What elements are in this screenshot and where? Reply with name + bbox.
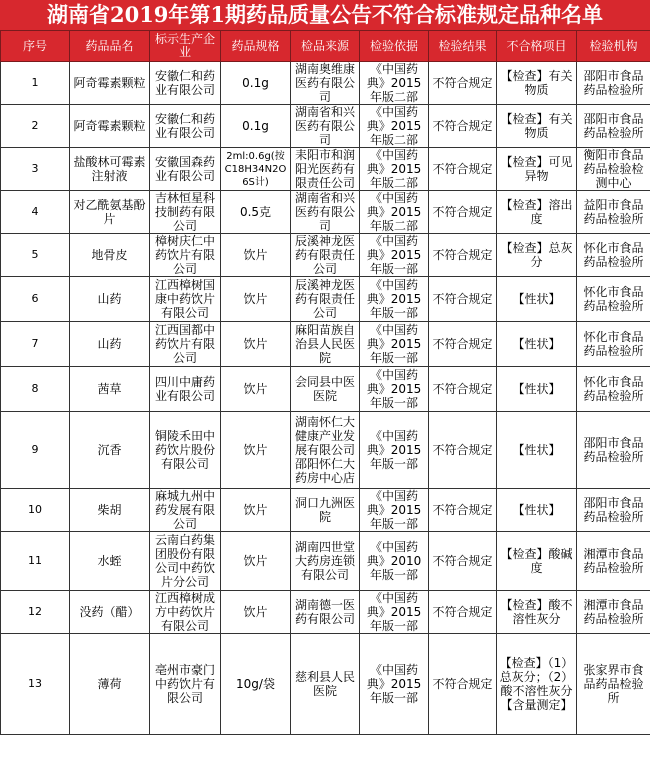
cell-sample-source: 麻阳苗族自治县人民医院 [291, 322, 360, 367]
cell-index: 12 [1, 591, 70, 634]
table-row [1, 191, 650, 234]
cell-test-basis: 《中国药典》2015年版一部 [360, 234, 429, 277]
cell-specification: 饮片 [221, 412, 291, 489]
table-row [1, 105, 650, 148]
cell-failed-items: 【检查】有关物质 [497, 105, 577, 148]
cell-test-result: 不符合规定 [429, 532, 497, 591]
cell-test-agency: 湘潭市食品药品检验所 [577, 532, 650, 591]
cell-sample-source: 湖南四世堂大药房连锁有限公司 [291, 532, 360, 591]
table-row [1, 412, 650, 489]
cell-test-result: 不符合规定 [429, 191, 497, 234]
cell-test-basis: 《中国药典》2015年版一部 [360, 277, 429, 322]
cell-test-result: 不符合规定 [429, 322, 497, 367]
cell-drug-name: 阿奇霉素颗粒 [70, 62, 150, 105]
cell-drug-name: 山药 [70, 277, 150, 322]
cell-index: 7 [1, 322, 70, 367]
cell-drug-name: 柴胡 [70, 489, 150, 532]
cell-drug-name: 薄荷 [70, 634, 150, 735]
table-row [1, 532, 650, 591]
cell-test-result: 不符合规定 [429, 234, 497, 277]
cell-sample-source: 湖南省和兴医药有限公司 [291, 191, 360, 234]
cell-test-basis: 《中国药典》2015年版一部 [360, 489, 429, 532]
cell-drug-name: 阿奇霉素颗粒 [70, 105, 150, 148]
cell-manufacturer: 亳州市豪门中药饮片有限公司 [150, 634, 221, 735]
cell-index: 6 [1, 277, 70, 322]
header-test-agency: 检验机构 [577, 31, 650, 62]
cell-test-result: 不符合规定 [429, 62, 497, 105]
cell-drug-name: 盐酸林可霉素注射液 [70, 148, 150, 191]
header-specification: 药品规格 [221, 31, 291, 62]
cell-index: 4 [1, 191, 70, 234]
table-row [1, 367, 650, 412]
cell-drug-name: 山药 [70, 322, 150, 367]
cell-failed-items: 【性状】 [497, 367, 577, 412]
cell-test-agency: 怀化市食品药品检验所 [577, 234, 650, 277]
cell-manufacturer: 江西樟树成方中药饮片有限公司 [150, 591, 221, 634]
table-row [1, 234, 650, 277]
cell-sample-source: 湖南省和兴医药有限公司 [291, 105, 360, 148]
cell-test-agency: 怀化市食品药品检验所 [577, 277, 650, 322]
cell-test-agency: 益阳市食品药品检验所 [577, 191, 650, 234]
cell-failed-items: 【检查】酸不溶性灰分 [497, 591, 577, 634]
cell-index: 9 [1, 412, 70, 489]
cell-sample-source: 会同县中医医院 [291, 367, 360, 412]
table-row [1, 148, 650, 191]
cell-failed-items: 【性状】 [497, 322, 577, 367]
cell-failed-items: 【检查】溶出度 [497, 191, 577, 234]
cell-specification: 10g/袋 [221, 634, 291, 735]
cell-test-result: 不符合规定 [429, 591, 497, 634]
cell-manufacturer: 麻城九州中药发展有限公司 [150, 489, 221, 532]
cell-manufacturer: 吉林恒星科技制药有限公司 [150, 191, 221, 234]
cell-test-basis: 《中国药典》2015年版二部 [360, 191, 429, 234]
table-row [1, 634, 650, 735]
cell-specification: 饮片 [221, 532, 291, 591]
cell-manufacturer: 铜陵禾田中药饮片股份有限公司 [150, 412, 221, 489]
cell-index: 11 [1, 532, 70, 591]
cell-test-agency: 怀化市食品药品检验所 [577, 367, 650, 412]
cell-index: 1 [1, 62, 70, 105]
cell-test-agency: 邵阳市食品药品检验所 [577, 105, 650, 148]
cell-test-result: 不符合规定 [429, 148, 497, 191]
cell-failed-items: 【检查】总灰分 [497, 234, 577, 277]
cell-index: 10 [1, 489, 70, 532]
cell-index: 5 [1, 234, 70, 277]
cell-manufacturer: 江西国都中药饮片有限公司 [150, 322, 221, 367]
cell-manufacturer: 四川中庸药业有限公司 [150, 367, 221, 412]
cell-drug-name: 对乙酰氨基酚片 [70, 191, 150, 234]
cell-test-basis: 《中国药典》2015年版一部 [360, 367, 429, 412]
cell-sample-source: 湖南德一医药有限公司 [291, 591, 360, 634]
cell-test-basis: 《中国药典》2015年版二部 [360, 62, 429, 105]
cell-test-agency: 湘潭市食品药品检验所 [577, 591, 650, 634]
cell-test-agency: 邵阳市食品药品检验所 [577, 412, 650, 489]
cell-drug-name: 沉香 [70, 412, 150, 489]
cell-sample-source: 辰溪神龙医药有限责任公司 [291, 234, 360, 277]
cell-test-agency: 怀化市食品药品检验所 [577, 322, 650, 367]
header-drug-name: 药品品名 [70, 31, 150, 62]
cell-drug-name: 茜草 [70, 367, 150, 412]
cell-specification: 饮片 [221, 277, 291, 322]
table-header-row [1, 31, 650, 62]
cell-drug-name: 水蛭 [70, 532, 150, 591]
cell-sample-source: 辰溪神龙医药有限责任公司 [291, 277, 360, 322]
cell-sample-source: 慈利县人民医院 [291, 634, 360, 735]
cell-test-agency: 邵阳市食品药品检验所 [577, 489, 650, 532]
cell-index: 8 [1, 367, 70, 412]
cell-failed-items: 【性状】 [497, 489, 577, 532]
header-sample-source: 检品来源 [291, 31, 360, 62]
cell-test-result: 不符合规定 [429, 277, 497, 322]
cell-manufacturer: 江西樟树国康中药饮片有限公司 [150, 277, 221, 322]
header-test-basis: 检验依据 [360, 31, 429, 62]
cell-specification: 2ml:0.6g(按C18H34N2O6S计) [221, 148, 291, 191]
cell-specification: 饮片 [221, 322, 291, 367]
cell-drug-name: 没药（醋） [70, 591, 150, 634]
cell-test-result: 不符合规定 [429, 489, 497, 532]
header-test-result: 检验结果 [429, 31, 497, 62]
cell-test-agency: 邵阳市食品药品检验所 [577, 62, 650, 105]
cell-failed-items: 【检查】可见异物 [497, 148, 577, 191]
cell-test-result: 不符合规定 [429, 634, 497, 735]
cell-test-basis: 《中国药典》2015年版二部 [360, 105, 429, 148]
table-row [1, 322, 650, 367]
cell-manufacturer: 云南白药集团股份有限公司中药饮片分公司 [150, 532, 221, 591]
cell-failed-items: 【检查】酸碱度 [497, 532, 577, 591]
cell-manufacturer: 安徽国森药业有限公司 [150, 148, 221, 191]
cell-specification: 饮片 [221, 489, 291, 532]
cell-specification: 饮片 [221, 367, 291, 412]
header-index: 序号 [1, 31, 70, 62]
cell-index: 13 [1, 634, 70, 735]
cell-test-basis: 《中国药典》2010年版一部 [360, 532, 429, 591]
cell-specification: 饮片 [221, 234, 291, 277]
cell-index: 3 [1, 148, 70, 191]
cell-sample-source: 耒阳市和润阳光医药有限责任公司 [291, 148, 360, 191]
cell-specification: 0.1g [221, 105, 291, 148]
cell-drug-name: 地骨皮 [70, 234, 150, 277]
cell-sample-source: 湖南奥维康医药有限公司 [291, 62, 360, 105]
cell-test-result: 不符合规定 [429, 412, 497, 489]
cell-test-basis: 《中国药典》2015年版一部 [360, 412, 429, 489]
cell-manufacturer: 安徽仁和药业有限公司 [150, 105, 221, 148]
table-row [1, 591, 650, 634]
cell-failed-items: 【检查】有关物质 [497, 62, 577, 105]
cell-manufacturer: 樟树庆仁中药饮片有限公司 [150, 234, 221, 277]
noncompliant-drugs-table [0, 30, 650, 735]
cell-test-basis: 《中国药典》2015年版二部 [360, 148, 429, 191]
cell-sample-source: 湖南怀仁大健康产业发展有限公司邵阳怀仁大药房中心店 [291, 412, 360, 489]
cell-specification: 饮片 [221, 591, 291, 634]
cell-manufacturer: 安徽仁和药业有限公司 [150, 62, 221, 105]
table-row [1, 277, 650, 322]
table-row [1, 489, 650, 532]
cell-test-basis: 《中国药典》2015年版一部 [360, 634, 429, 735]
cell-failed-items: 【检查】（1）总灰分；（2）酸不溶性灰分【含量测定】 [497, 634, 577, 735]
cell-sample-source: 洞口九洲医院 [291, 489, 360, 532]
cell-test-agency: 张家界市食品药品检验所 [577, 634, 650, 735]
cell-test-result: 不符合规定 [429, 105, 497, 148]
cell-failed-items: 【性状】 [497, 277, 577, 322]
cell-index: 2 [1, 105, 70, 148]
cell-test-result: 不符合规定 [429, 367, 497, 412]
header-manufacturer: 标示生产企业 [150, 31, 221, 62]
cell-specification: 0.1g [221, 62, 291, 105]
header-failed-items: 不合格项目 [497, 31, 577, 62]
table-row [1, 62, 650, 105]
page-title: 湖南省2019年第1期药品质量公告不符合标准规定品种名单 [0, 0, 650, 30]
cell-test-basis: 《中国药典》2015年版一部 [360, 322, 429, 367]
cell-specification: 0.5克 [221, 191, 291, 234]
cell-failed-items: 【性状】 [497, 412, 577, 489]
cell-test-basis: 《中国药典》2015年版一部 [360, 591, 429, 634]
cell-test-agency: 衡阳市食品药品检验检测中心 [577, 148, 650, 191]
